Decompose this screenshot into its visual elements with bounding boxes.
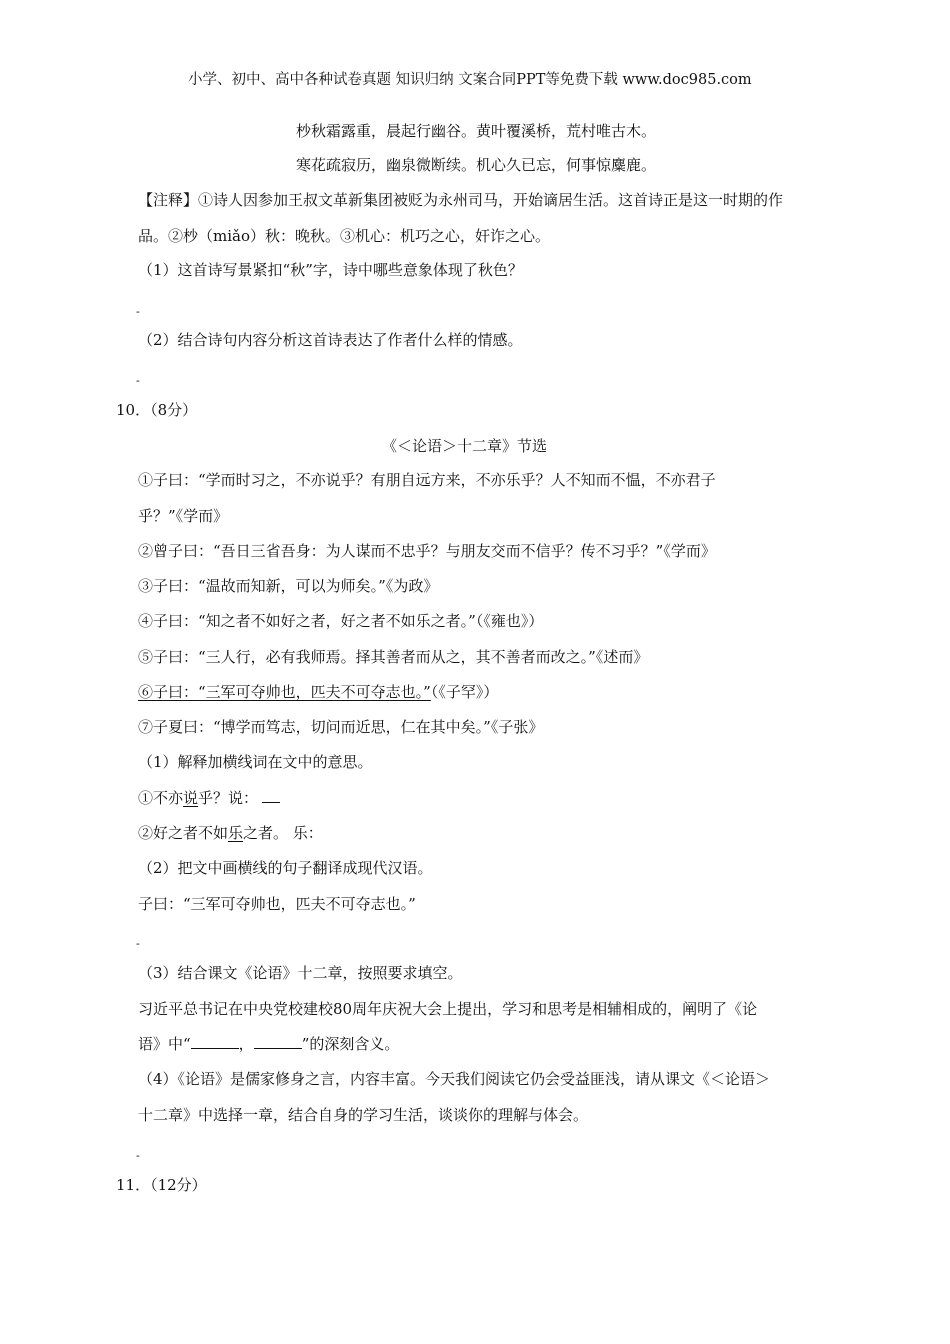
q10-subquestion-4a: （4）《论语》是儒家修身之言，内容丰富。今天我们阅读它仍会受益匪浅，请从课文《＜论语＞ (138, 1070, 771, 1088)
q11-number: 11．（12分） (116, 1176, 207, 1194)
q10-sub1-a-word: 说 (183, 789, 199, 807)
q10-sub1-b (138, 823, 323, 843)
poem-line-2: 寒花疏寂历，幽泉微断续。机心久已忘，何事惊麋鹿。 (296, 156, 657, 174)
q10-sub3-text-1: 习近平总书记在中央党校建校80周年庆祝大会上提出，学习和思考是相辅相成的，阐明了《论 (138, 1000, 758, 1018)
answer-dash: - (136, 305, 140, 318)
fill-blank-2[interactable] (254, 1034, 302, 1049)
q10-sub1-a-pre: ①不亦 (138, 789, 184, 807)
answer-dash: - (136, 374, 140, 387)
answer-blank[interactable] (262, 788, 280, 803)
q10-subquestion-2: （2）把文中画横线的句子翻译成现代汉语。 (138, 859, 433, 877)
q10-item-6 (138, 682, 498, 702)
answer-dash: - (136, 1149, 140, 1162)
poem-line-1: 杪秋霜露重，晨起行幽谷。黄叶覆溪桥，荒村唯古木。 (296, 122, 657, 140)
q10-item-2: ②曾子曰：“吾日三省吾身：为人谋而不忠乎？与朋友交而不信乎？传不习乎？”《学而》 (138, 542, 716, 560)
q10-sub1-b-post: 之者。 乐： (243, 824, 323, 842)
q10-sub3-text-2a: 语》中“ (138, 1035, 191, 1053)
page-header: 小学、初中、高中各种试卷真题 知识归纳 文案合同PPT等免费下载 www.doc985.com (188, 72, 752, 88)
note-line-1: 【注释】①诗人因参加王叔文革新集团被贬为永州司马，开始谪居生活。这首诗正是这一时期的作 (138, 191, 784, 209)
q10-item-7: ⑦子夏曰：“博学而笃志，切问而近思，仁在其中矣。”《子张》 (138, 718, 544, 736)
q9-subquestion-2: （2）结合诗句内容分析这首诗表达了作者什么样的情感。 (138, 331, 523, 349)
q10-sub3-comma: ， (238, 1035, 254, 1053)
q10-number: 10．（8分） (116, 401, 198, 419)
q10-subquestion-3: （3）结合课文《论语》十二章，按照要求填空。 (138, 964, 463, 982)
q10-title: 《＜论语＞十二章》节选 (382, 437, 548, 455)
q10-item-1b: 乎？”《学而》 (138, 507, 229, 525)
q10-sub1-a-post: 乎？说： (198, 789, 259, 807)
q10-sub1-a (138, 788, 280, 808)
q10-sub1-b-word: 乐 (228, 824, 244, 842)
q10-sub2-quote: 子曰：“三军可夺帅也，匹夫不可夺志也。” (138, 895, 416, 913)
q10-sub3-text-2 (138, 1034, 399, 1054)
q10-sub3-text-2b: ”的深刻含义。 (301, 1035, 400, 1053)
q9-subquestion-1: （1）这首诗写景紧扣“秋”字，诗中哪些意象体现了秋色？ (138, 261, 523, 279)
q10-subquestion-1: （1）解释加横线词在文中的意思。 (138, 753, 373, 771)
answer-dash: - (136, 937, 140, 950)
note-line-2: 品。②杪（miǎo）秋：晚秋。③机心：机巧之心，奸诈之心。 (138, 227, 550, 245)
q10-item-5: ⑤子曰：“三人行，必有我师焉。择其善者而从之，其不善者而改之。”《述而》 (138, 648, 649, 666)
q10-item-6-source: （《子罕》） (430, 683, 499, 701)
q10-item-6-underlined: ⑥子曰：“三军可夺帅也，匹夫不可夺志也。” (138, 683, 431, 701)
q10-subquestion-4b: 十二章》中选择一章，结合自身的学习生活，谈谈你的理解与体会。 (138, 1106, 589, 1124)
fill-blank-1[interactable] (191, 1034, 239, 1049)
q10-item-3: ③子曰：“温故而知新，可以为师矣。”《为政》 (138, 577, 439, 595)
q10-item-1a: ①子曰：“学而时习之，不亦说乎？有朋自远方来，不亦乐乎？人不知而不愠，不亦君子 (138, 471, 716, 489)
q10-item-4: ④子曰：“知之者不如好之者，好之者不如乐之者。”（《雍也》） (138, 612, 544, 630)
q10-sub1-b-pre: ②好之者不如 (138, 824, 229, 842)
